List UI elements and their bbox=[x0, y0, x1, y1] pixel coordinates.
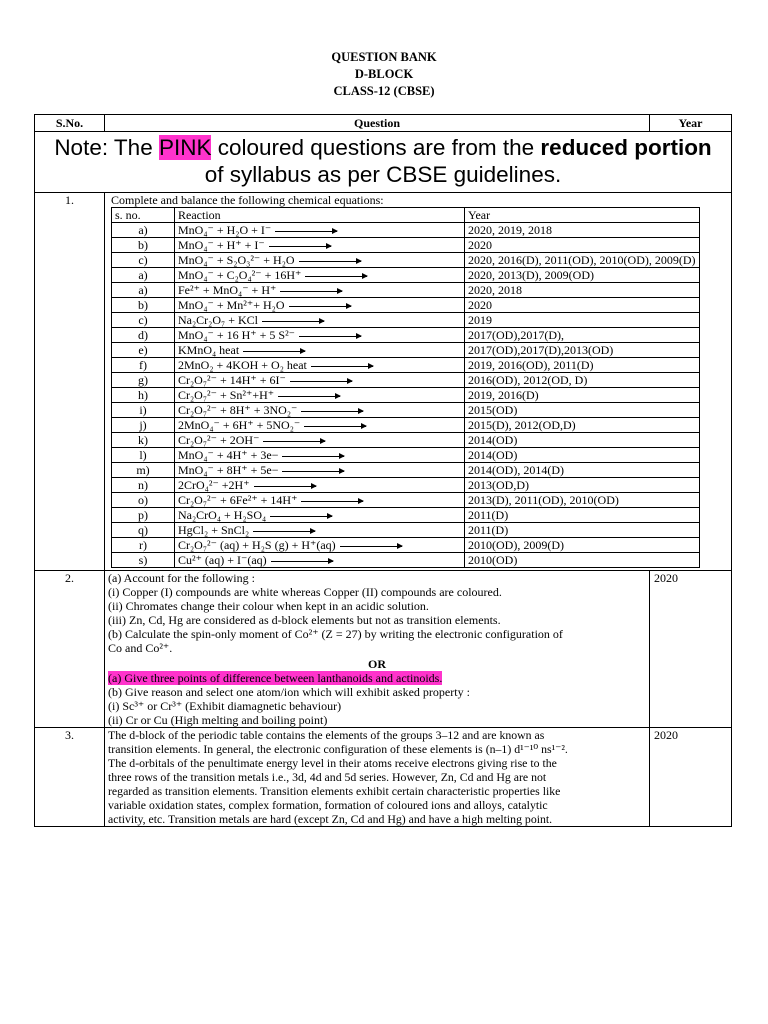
q3-line: The d-orbitals of the penultimate energy level in their atoms receive electrons giving rise to the bbox=[108, 756, 557, 770]
reaction-year: 2017(OD),2017(D),2013(OD) bbox=[465, 343, 700, 358]
note-pink: PINK bbox=[158, 135, 212, 160]
reaction-text: Cr₂O₇²⁻ + 6Fe²⁺ + 14H⁺ bbox=[178, 493, 298, 507]
reaction-row bbox=[112, 283, 700, 298]
q3-year: 2020 bbox=[650, 728, 732, 827]
reaction-year: 2014(OD) bbox=[465, 448, 700, 463]
reaction-table bbox=[111, 207, 700, 568]
reaction-text: 2MnO₄⁻ + 6H⁺ + 5NO₂⁻ bbox=[178, 418, 301, 432]
q2-line: (ii) Cr or Cu (High melting and boiling point) bbox=[108, 713, 328, 727]
reaction-sno: e) bbox=[112, 343, 175, 358]
note-mid: coloured questions are from the bbox=[211, 135, 541, 160]
q3-line: variable oxidation states, complex formation, formation of coloured ions and alloys, catalytic bbox=[108, 798, 548, 812]
reaction-sno: a) bbox=[112, 223, 175, 238]
reaction-row bbox=[112, 313, 700, 328]
q2-row bbox=[35, 571, 732, 728]
q2-line: (b) Calculate the spin-only moment of Co²⁺ (Z = 27) by writing the electronic configuration of bbox=[108, 627, 563, 641]
reaction-row bbox=[112, 463, 700, 478]
reaction-year: 2015(D), 2012(OD,D) bbox=[465, 418, 700, 433]
reaction-row bbox=[112, 553, 700, 568]
reaction-year: 2017(OD),2017(D), bbox=[465, 328, 700, 343]
arrow-icon bbox=[301, 411, 363, 412]
reaction-text: Na₂Cr₂O₇ + KCl bbox=[178, 313, 258, 327]
reaction-row bbox=[112, 268, 700, 283]
reaction-row bbox=[112, 253, 700, 268]
reaction-equation bbox=[175, 223, 465, 238]
reaction-equation bbox=[175, 373, 465, 388]
q2-number: 2. bbox=[35, 571, 105, 728]
arrow-icon bbox=[275, 231, 337, 232]
reaction-year: 2010(OD) bbox=[465, 553, 700, 568]
arrow-icon bbox=[289, 306, 351, 307]
reaction-row bbox=[112, 328, 700, 343]
reaction-equation bbox=[175, 463, 465, 478]
reaction-sno: o) bbox=[112, 493, 175, 508]
reaction-year: 2010(OD), 2009(D) bbox=[465, 538, 700, 553]
reaction-sno: q) bbox=[112, 523, 175, 538]
q1-row bbox=[35, 193, 732, 571]
arrow-icon bbox=[254, 486, 316, 487]
reaction-row bbox=[112, 523, 700, 538]
reaction-equation bbox=[175, 493, 465, 508]
reaction-year: 2015(OD) bbox=[465, 403, 700, 418]
reaction-year: 2020 bbox=[465, 238, 700, 253]
reaction-row bbox=[112, 388, 700, 403]
reaction-text: MnO₄⁻ + C₂O₄²⁻ + 16H⁺ bbox=[178, 268, 302, 282]
reaction-year: 2020 bbox=[465, 298, 700, 313]
q2-line: (a) Account for the following : bbox=[108, 571, 255, 585]
reaction-row bbox=[112, 403, 700, 418]
reaction-sno: i) bbox=[112, 403, 175, 418]
reaction-sno: b) bbox=[112, 238, 175, 253]
reaction-text: Cr₂O₇²⁻ (aq) + H₂S (g) + H⁺(aq) bbox=[178, 538, 336, 552]
reaction-row bbox=[112, 238, 700, 253]
arrow-icon bbox=[301, 501, 363, 502]
doc-subtitle: D-BLOCK bbox=[354, 67, 414, 81]
reaction-year: 2020, 2019, 2018 bbox=[465, 223, 700, 238]
col-question: Question bbox=[105, 115, 650, 132]
reaction-sno: f) bbox=[112, 358, 175, 373]
reaction-year: 2020, 2016(D), 2011(OD), 2010(OD), 2009(D) bbox=[465, 253, 700, 268]
note-row bbox=[35, 132, 732, 193]
arrow-icon bbox=[290, 381, 352, 382]
arrow-icon bbox=[280, 291, 342, 292]
reaction-text: Cr₂O₇²⁻ + 2OH⁻ bbox=[178, 433, 260, 447]
reaction-equation bbox=[175, 478, 465, 493]
reaction-row bbox=[112, 538, 700, 553]
reaction-equation bbox=[175, 253, 465, 268]
reaction-year: 2020, 2013(D), 2009(OD) bbox=[465, 268, 700, 283]
reaction-text: MnO₄⁻ + S₂O₃²⁻ + H₂O bbox=[178, 253, 295, 267]
col-sno: S.No. bbox=[35, 115, 105, 132]
reaction-row bbox=[112, 508, 700, 523]
arrow-icon bbox=[305, 276, 367, 277]
reaction-sno: k) bbox=[112, 433, 175, 448]
reaction-equation bbox=[175, 343, 465, 358]
reaction-year: 2011(D) bbox=[465, 508, 700, 523]
q2-line: (i) Sc³⁺ or Cr³⁺ (Exhibit diamagnetic behaviour) bbox=[108, 699, 342, 713]
reaction-text: MnO₄⁻ + 16 H⁺ + 5 S²⁻ bbox=[178, 328, 295, 342]
reaction-sno: j) bbox=[112, 418, 175, 433]
sub-col-reaction: Reaction bbox=[175, 208, 465, 223]
reaction-equation bbox=[175, 433, 465, 448]
reaction-equation bbox=[175, 523, 465, 538]
reaction-text: Cr₂O₇²⁻ + 14H⁺ + 6I⁻ bbox=[178, 373, 286, 387]
arrow-icon bbox=[243, 351, 305, 352]
q3-line: activity, etc. Transition metals are hard (except Zn, Cd and Hg) and have a high melting point. bbox=[108, 812, 553, 826]
arrow-icon bbox=[278, 396, 340, 397]
reaction-sno: m) bbox=[112, 463, 175, 478]
arrow-icon bbox=[271, 561, 333, 562]
q1-number: 1. bbox=[35, 193, 105, 571]
note-post: of syllabus as per CBSE guidelines. bbox=[204, 162, 562, 187]
q2-line: (i) Copper (I) compounds are white whereas Copper (II) compounds are coloured. bbox=[108, 585, 502, 599]
reaction-text: Na₂CrO₄ + H₂SO₄ bbox=[178, 508, 267, 522]
doc-title: QUESTION BANK bbox=[331, 50, 437, 64]
reaction-equation bbox=[175, 268, 465, 283]
reaction-row bbox=[112, 343, 700, 358]
reaction-year: 2019, 2016(OD), 2011(D) bbox=[465, 358, 700, 373]
sub-col-year: Year bbox=[465, 208, 700, 223]
reaction-row bbox=[112, 418, 700, 433]
reaction-year: 2011(D) bbox=[465, 523, 700, 538]
doc-class: CLASS-12 (CBSE) bbox=[333, 84, 435, 98]
q3-line: The d-block of the periodic table contains the elements of the groups 3–12 and are known as bbox=[108, 728, 545, 742]
q1-body bbox=[105, 193, 732, 571]
note-bold: reduced portion bbox=[540, 135, 712, 160]
q2-line: (b) Give reason and select one atom/ion which will exhibit asked property : bbox=[108, 685, 470, 699]
arrow-icon bbox=[304, 426, 366, 427]
q2-line: (ii) Chromates change their colour when kept in an acidic solution. bbox=[108, 599, 429, 613]
reaction-text: MnO₄⁻ + H₂O + I⁻ bbox=[178, 223, 272, 237]
reaction-equation bbox=[175, 508, 465, 523]
reaction-equation bbox=[175, 538, 465, 553]
reaction-text: Fe²⁺ + MnO₄⁻ + H⁺ bbox=[178, 283, 277, 297]
reaction-row bbox=[112, 298, 700, 313]
q1-intro: Complete and balance the following chemical equations: bbox=[111, 193, 384, 207]
reaction-year: 2014(OD) bbox=[465, 433, 700, 448]
arrow-icon bbox=[299, 336, 361, 337]
reaction-text: 2CrO₄²⁻ +2H⁺ bbox=[178, 478, 250, 492]
note-pre: Note: The bbox=[54, 135, 159, 160]
reaction-year: 2013(OD,D) bbox=[465, 478, 700, 493]
reaction-sno: g) bbox=[112, 373, 175, 388]
reaction-text: MnO₄⁻ + 4H⁺ + 3e− bbox=[178, 448, 279, 462]
reaction-equation bbox=[175, 238, 465, 253]
reaction-row bbox=[112, 433, 700, 448]
reaction-rows bbox=[112, 223, 700, 568]
reaction-sno: a) bbox=[112, 283, 175, 298]
arrow-icon bbox=[299, 261, 361, 262]
reaction-equation bbox=[175, 313, 465, 328]
arrow-icon bbox=[263, 441, 325, 442]
reaction-sno: s) bbox=[112, 553, 175, 568]
reaction-year: 2014(OD), 2014(D) bbox=[465, 463, 700, 478]
reaction-row bbox=[112, 358, 700, 373]
reaction-row bbox=[112, 493, 700, 508]
reaction-equation bbox=[175, 328, 465, 343]
reaction-sno: r) bbox=[112, 538, 175, 553]
q2-body bbox=[105, 571, 650, 728]
arrow-icon bbox=[340, 546, 402, 547]
reaction-sno: a) bbox=[112, 268, 175, 283]
q2-pink-text: (a) Give three points of difference between lanthanoids and actinoids. bbox=[108, 671, 443, 685]
reaction-equation bbox=[175, 448, 465, 463]
reaction-year: 2019 bbox=[465, 313, 700, 328]
q2-year: 2020 bbox=[650, 571, 732, 728]
reaction-year: 2016(OD), 2012(OD, D) bbox=[465, 373, 700, 388]
arrow-icon bbox=[262, 321, 324, 322]
reaction-text: 2MnO₂ + 4KOH + O₂ heat bbox=[178, 358, 307, 372]
q2-line: Co and Co²⁺. bbox=[108, 641, 173, 655]
reaction-sno: c) bbox=[112, 253, 175, 268]
q3-body bbox=[105, 728, 650, 827]
reaction-sno: c) bbox=[112, 313, 175, 328]
reaction-equation bbox=[175, 403, 465, 418]
header-row bbox=[35, 115, 732, 132]
reaction-equation bbox=[175, 298, 465, 313]
arrow-icon bbox=[253, 531, 315, 532]
arrow-icon bbox=[270, 516, 332, 517]
q3-line: three rows of the transition metals i.e., 3d, 4d and 5d series. However, Zn, Cd and Hg are not bbox=[108, 770, 547, 784]
q2-pink-line bbox=[108, 671, 646, 685]
reaction-text: MnO₄⁻ + H⁺ + I⁻ bbox=[178, 238, 265, 252]
reaction-header bbox=[112, 208, 700, 223]
reaction-sno: p) bbox=[112, 508, 175, 523]
q3-line: regarded as transition elements. Transition elements exhibit certain characteristic properties like bbox=[108, 784, 561, 798]
arrow-icon bbox=[311, 366, 373, 367]
reaction-row bbox=[112, 373, 700, 388]
reaction-year: 2019, 2016(D) bbox=[465, 388, 700, 403]
reaction-sno: d) bbox=[112, 328, 175, 343]
reaction-equation bbox=[175, 388, 465, 403]
reaction-row bbox=[112, 448, 700, 463]
reaction-text: Cu²⁺ (aq) + I⁻(aq) bbox=[178, 553, 267, 567]
q3-row bbox=[35, 728, 732, 827]
reaction-text: MnO₄⁻ + Mn²⁺+ H₂O bbox=[178, 298, 285, 312]
reaction-text: Cr₂O₇²⁻ + Sn²⁺+H⁺ bbox=[178, 388, 275, 402]
reaction-text: KMnO₄ heat bbox=[178, 343, 240, 357]
reaction-equation bbox=[175, 553, 465, 568]
q2-line: (iii) Zn, Cd, Hg are considered as d-block elements but not as transition elements. bbox=[108, 613, 501, 627]
reaction-sno: b) bbox=[112, 298, 175, 313]
reaction-row bbox=[112, 478, 700, 493]
reaction-sno: n) bbox=[112, 478, 175, 493]
arrow-icon bbox=[282, 471, 344, 472]
reaction-equation bbox=[175, 358, 465, 373]
reaction-text: MnO₄⁻ + 8H⁺ + 5e− bbox=[178, 463, 279, 477]
reaction-sno: l) bbox=[112, 448, 175, 463]
sub-col-sno: s. no. bbox=[112, 208, 175, 223]
reaction-text: HgCl₂ + SnCl₂ bbox=[178, 523, 250, 537]
reaction-sno: h) bbox=[112, 388, 175, 403]
q3-line: transition elements. In general, the electronic configuration of these elements is (n–1) d¹⁻¹⁰ ns¹⁻². bbox=[108, 742, 568, 756]
arrow-icon bbox=[269, 246, 331, 247]
reaction-equation bbox=[175, 283, 465, 298]
question-table bbox=[34, 114, 732, 827]
arrow-icon bbox=[282, 456, 344, 457]
reaction-equation bbox=[175, 418, 465, 433]
reaction-text: Cr₂O₇²⁻ + 8H⁺ + 3NO₂⁻ bbox=[178, 403, 298, 417]
col-year: Year bbox=[650, 115, 732, 132]
reaction-year: 2020, 2018 bbox=[465, 283, 700, 298]
q2-or: OR bbox=[368, 657, 386, 671]
reaction-row bbox=[112, 223, 700, 238]
note-text bbox=[35, 132, 732, 193]
q3-number: 3. bbox=[35, 728, 105, 827]
reaction-year: 2013(D), 2011(OD), 2010(OD) bbox=[465, 493, 700, 508]
